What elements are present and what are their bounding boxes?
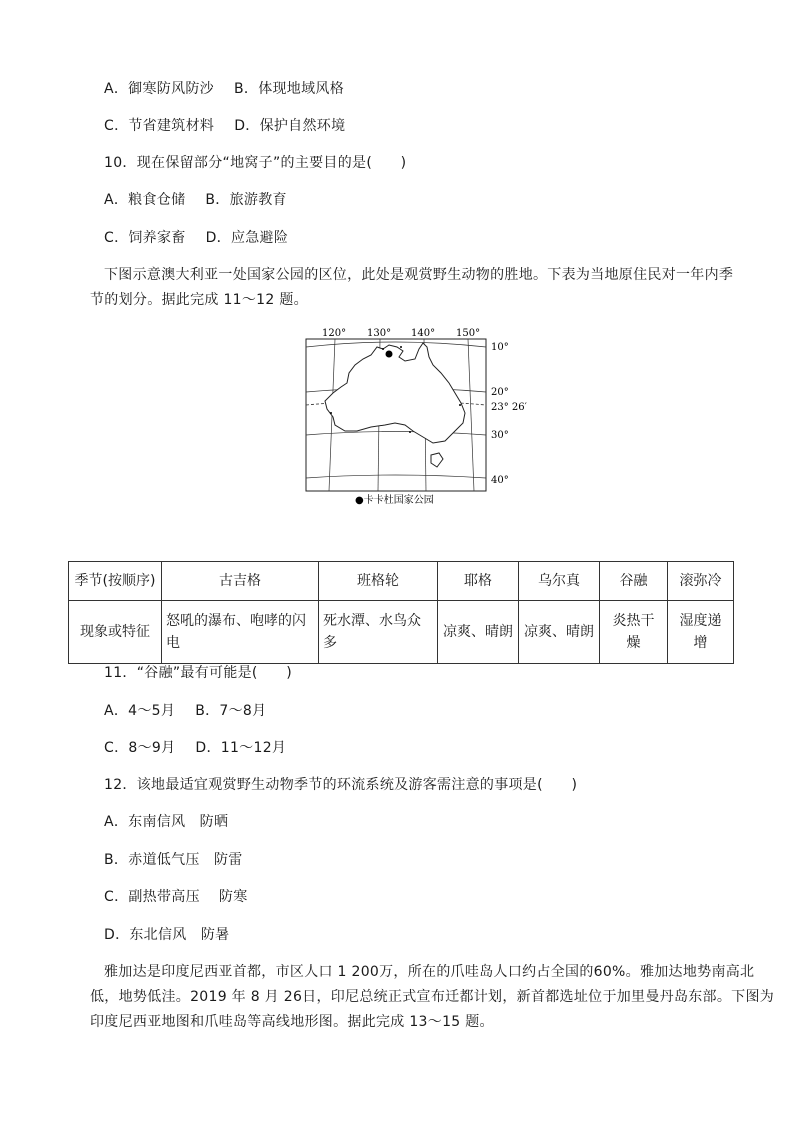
table-cell: 凉爽、晴朗	[519, 601, 600, 664]
q12-option-a: A．东南信风 防晒	[104, 814, 229, 830]
lat-label-40: 40°	[491, 475, 509, 486]
table-cell: 湿度递 增	[668, 601, 734, 664]
q11-option-row-2	[104, 739, 286, 757]
q10-option-row-2	[104, 229, 288, 247]
table-cell: 凉爽、晴朗	[438, 601, 519, 664]
q10-option-c: C．饲养家畜	[104, 230, 186, 246]
table-header-cell: 滚弥冷	[668, 562, 734, 601]
table-header-cell: 谷融	[600, 562, 668, 601]
q11-option-a: A．4～5月	[104, 703, 176, 719]
lat-label-tropic: 23° 26′	[491, 402, 527, 413]
intro2-line-2: 低，地势低洼。2019 年 8 月 26日，印尼总统正式宣布迁都计划，新首都选址位于加里曼丹岛东部。下图为	[90, 989, 775, 1005]
table-cell: 炎热干 燥	[600, 601, 668, 664]
q9-option-d: D．保护自然环境	[234, 118, 346, 134]
q9-option-c: C．节省建筑材料	[104, 118, 215, 134]
australia-map	[305, 325, 527, 510]
lon-label-140: 140°	[411, 328, 436, 339]
q12-stem: 12．该地最适宜观赏野生动物季节的环流系统及游客需注意的事项是( )	[104, 777, 578, 793]
q9-option-b: B．体现地域风格	[233, 81, 344, 97]
q11-option-b: B．7～8月	[195, 703, 267, 719]
q12-option-b: B．赤道低气压 防雷	[104, 852, 243, 868]
lon-label-120: 120°	[322, 328, 347, 339]
table-header-cell: 乌尔真	[519, 562, 600, 601]
table-cell: 怒吼的瀑布、咆哮的闪 电	[162, 601, 319, 664]
kakadu-marker	[386, 351, 393, 358]
lon-label-150: 150°	[456, 328, 481, 339]
table-row-label: 现象或特征	[69, 601, 162, 664]
q12-option-d: D．东北信风 防暑	[104, 927, 230, 943]
q9-option-row-1	[104, 80, 344, 98]
lat-label-30: 30°	[491, 430, 509, 441]
q12-option-c: C．副热带高压 防寒	[104, 889, 248, 905]
tasmania-outline	[431, 453, 443, 467]
q11-option-d: D．11～12月	[195, 740, 287, 756]
table-header-row	[69, 562, 734, 601]
lon-label-130: 130°	[367, 328, 392, 339]
season-table	[68, 561, 734, 664]
table-header-cell: 季节(按顺序)	[69, 562, 162, 601]
intro2-line-1: 雅加达是印度尼西亚首都，市区人口 1 200万，所在的爪哇岛人口约占全国的60%。雅加达地势南高北	[104, 964, 755, 980]
q11-option-row-1	[104, 702, 266, 720]
table-header-cell: 耶格	[438, 562, 519, 601]
q11-option-c: C．8～9月	[104, 740, 176, 756]
q10-option-a: A．粮食仓储	[104, 192, 186, 208]
table-header-cell: 古吉格	[162, 562, 319, 601]
australia-outline	[325, 343, 465, 443]
q9-option-a: A．御寒防风防沙	[104, 81, 214, 97]
intro2-line-3: 印度尼西亚地图和爪哇岛等高线地形图。据此完成 13～15 题。	[90, 1014, 494, 1030]
q10-stem: 10．现在保留部分“地窝子”的主要目的是( )	[104, 155, 407, 171]
lat-label-20: 20°	[491, 387, 509, 398]
intro1-line-1: 下图示意澳大利亚一处国家公园的区位，此处是观赏野生动物的胜地。下表为当地原住民对一年内季	[104, 267, 734, 283]
table-header-cell: 班格轮	[319, 562, 438, 601]
q10-option-b: B．旅游教育	[205, 192, 287, 208]
table-cell: 死水潭、水鸟众 多	[319, 601, 438, 664]
map-legend: ●卡卡杜国家公园	[355, 495, 434, 506]
q10-option-row-1	[104, 191, 287, 209]
q10-option-d: D．应急避险	[205, 230, 289, 246]
intro1-line-2: 节的划分。据此完成 11～12 题。	[90, 292, 308, 308]
lat-label-10: 10°	[491, 342, 509, 353]
q11-stem: 11．“谷融”最有可能是( )	[104, 665, 293, 681]
australia-map-figure	[305, 325, 527, 510]
table-row	[69, 601, 734, 664]
q9-option-row-2	[104, 117, 345, 135]
